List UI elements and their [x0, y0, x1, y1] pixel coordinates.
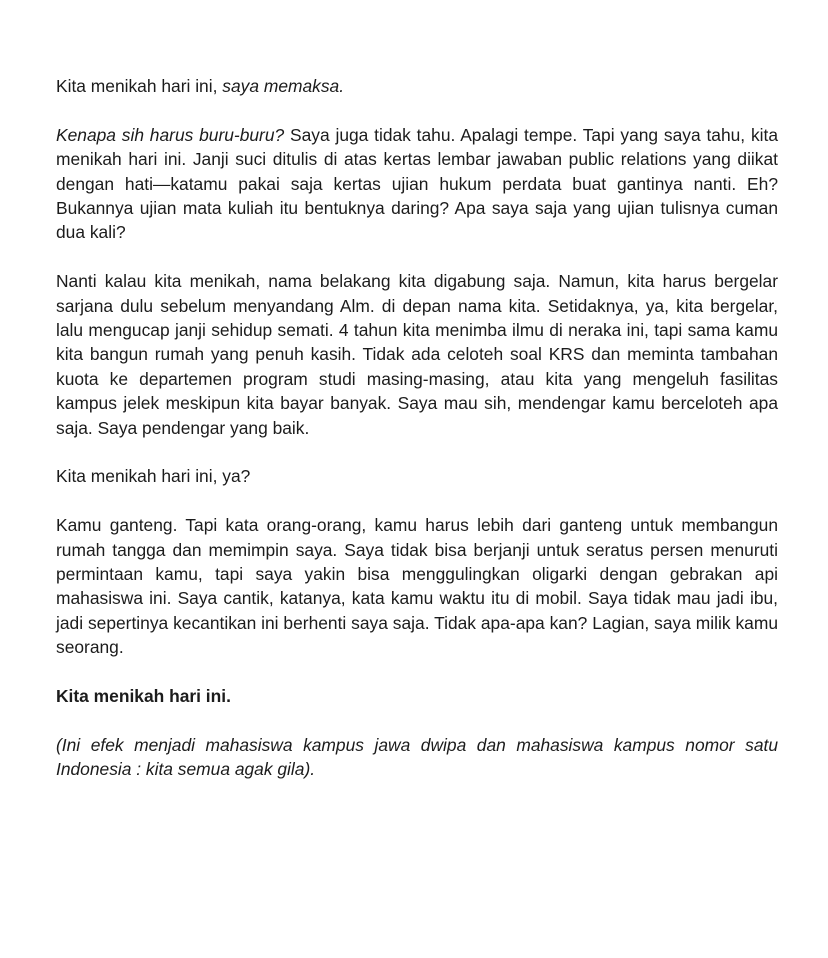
why-hurry-italic-text: Kenapa sih harus buru-buru? [56, 124, 285, 145]
paragraph-opening [56, 74, 778, 98]
paragraph-later-married: Nanti kalau kita menikah, nama belakang kita digabung saja. Namun, kita harus bergelar sarjana dulu sebelum menyandang Alm. di depan nama kita. Setidaknya, ya, kita bergelar, lalu mengucap janji sehidup semati. 4 tahun kita menimba ilmu di neraka ini, tapi sama kamu kita bangun rumah yang penuh kasih. Tidak ada celoteh soal KRS dan meminta tambahan kuota ke departemen program studi masing-masing, atau kita yang mengeluh fasilitas kampus jelek meskipun kita bayar banyak. Saya mau sih, mendengar kamu berceloteh apa saja. Saya pendengar yang baik. [56, 271, 778, 438]
document-body [56, 74, 778, 806]
why-hurry-text: Saya juga tidak tahu. Apalagi tempe. Tapi yang saya tahu, kita menikah hari ini. Janji suci ditulis di atas kertas lembar jawaban public relations yang diikat dengan hati—katamu pakai saja kertas ujian hukum perdata buat gantinya nanti. Eh? Bukannya ujian mata kuliah itu bentuknya daring? Apa saya saja yang ujian tulisnya cuman dua kali? [56, 124, 779, 243]
opening-text: Kita menikah hari ini, [56, 76, 223, 96]
paragraph-closing-note: (Ini efek menjadi mahasiswa kampus jawa dwipa dan mahasiswa kampus nomor satu Indonesia : kita semua agak gila). [56, 734, 778, 780]
opening-italic-text: saya memaksa. [222, 76, 345, 96]
paragraph-question: Kita menikah hari ini, ya? [56, 466, 251, 487]
paragraph-why-hurry [56, 123, 778, 245]
paragraph-handsome: Kamu ganteng. Tapi kata orang-orang, kamu harus lebih dari ganteng untuk membangun rumah tangga dan memimpin saya. Saya tidak bisa berjanji untuk seratus persen menuruti permintaan kamu, tapi saya yakin bisa menggulingkan oligarki dengan gebrakan api mahasiswa ini. Saya cantik, katanya, kata kamu waktu itu di mobil. Saya tidak mau jadi ibu, jadi sepertinya kecantikan ini berhenti saya saja. Tidak apa-apa kan? Lagian, saya milik kamu seorang. [56, 515, 778, 658]
paragraph-bold-statement: Kita menikah hari ini. [56, 686, 231, 707]
